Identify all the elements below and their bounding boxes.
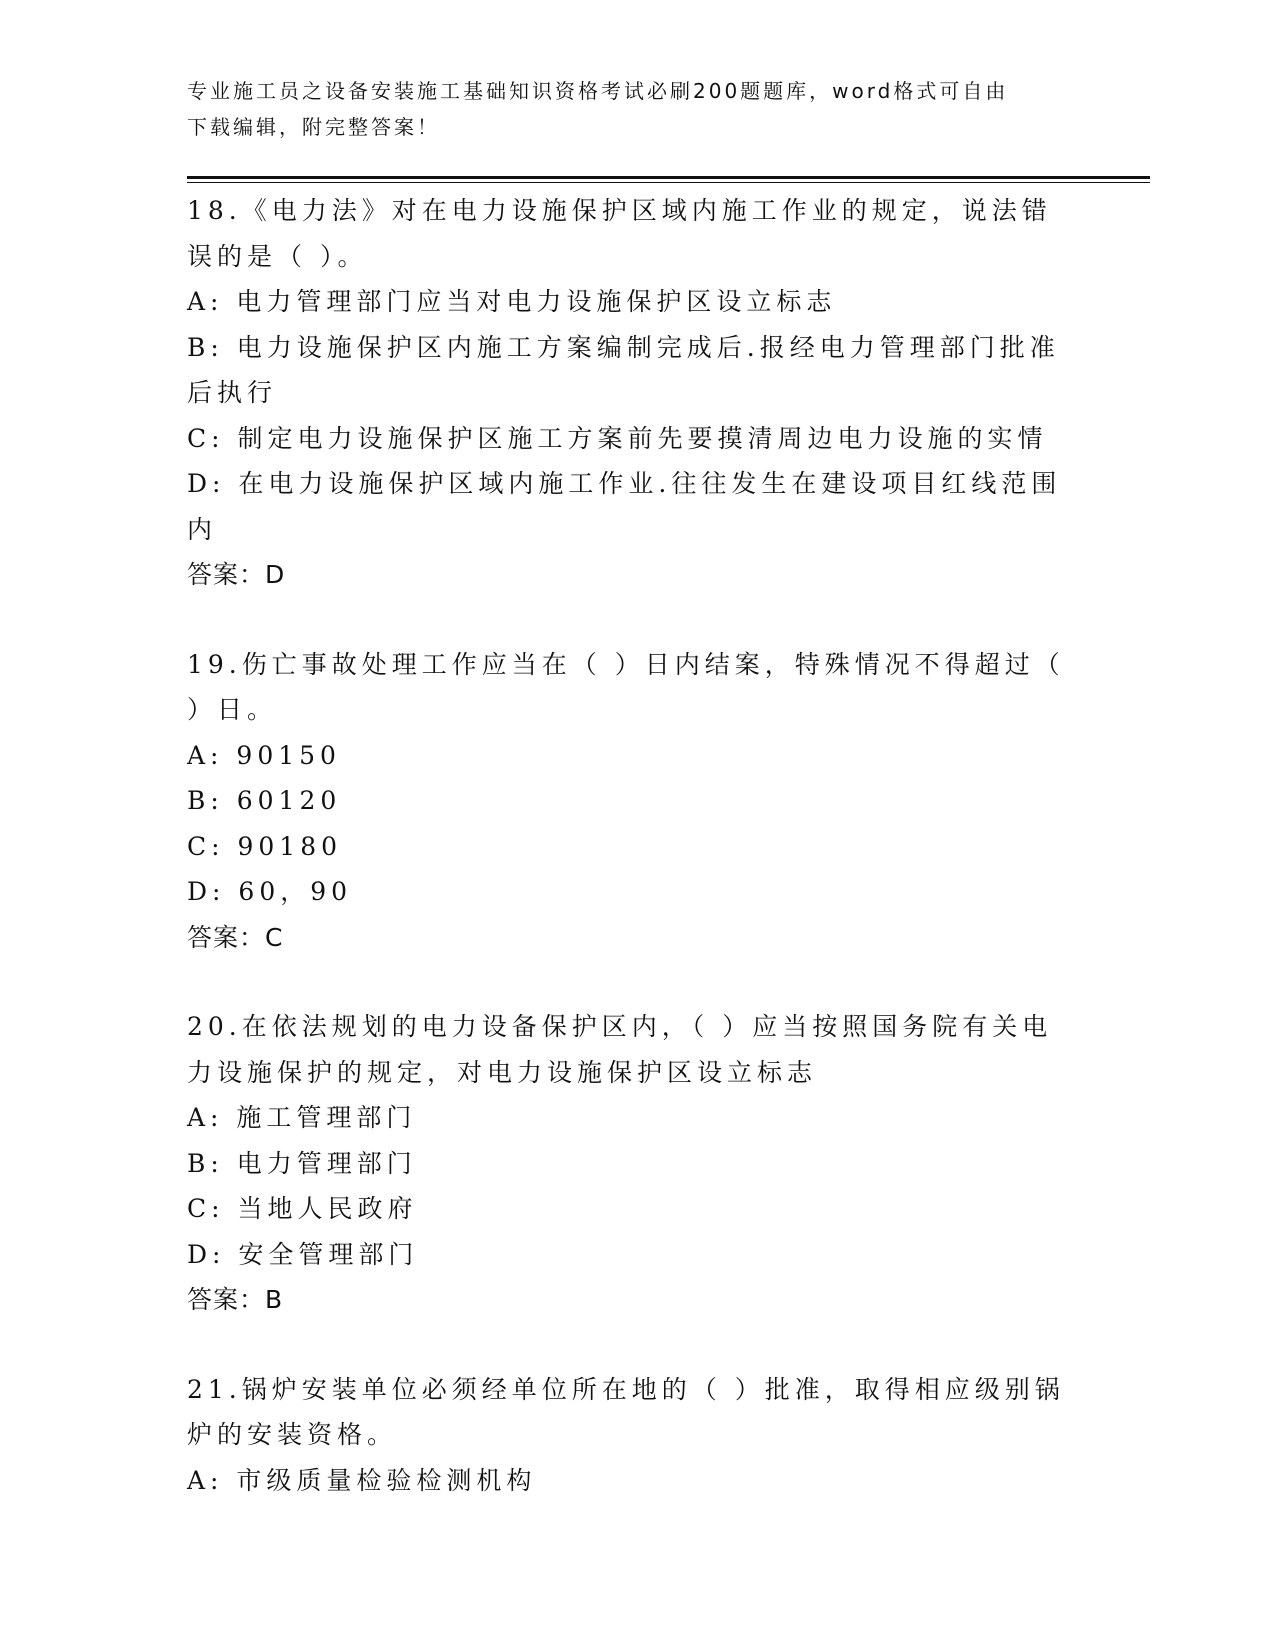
option-a: A: 市级质量检验检测机构 — [187, 1465, 537, 1495]
option-b: B: 60120 — [187, 786, 342, 815]
option-d: D: 安全管理部门 — [187, 1239, 419, 1269]
option-b: B: 电力管理部门 — [187, 1148, 417, 1178]
answer-label: 答案：D — [187, 560, 286, 589]
document-header — [187, 73, 1087, 145]
header-divider-thin — [187, 182, 1150, 183]
option-a: A: 施工管理部门 — [187, 1103, 417, 1132]
question-21 — [187, 1367, 1087, 1504]
question-stem: 19.伤亡事故处理工作应当在（ ）日内结案，特殊情况不得超过（ ）日。 — [187, 649, 1065, 724]
question-20 — [187, 1004, 1087, 1323]
question-19 — [187, 642, 1087, 961]
question-list — [187, 188, 1087, 1547]
answer-label: 答案：B — [187, 1285, 284, 1314]
option-c: C: 90180 — [187, 831, 343, 861]
option-d: D: 在电力设施保护区域内施工作业.往往发生在建设项目红线范围内 — [187, 469, 1062, 544]
option-c: C: 当地人民政府 — [187, 1194, 418, 1223]
option-c: C: 制定电力设施保护区施工方案前先要摸清周边电力设施的实情 — [187, 423, 1048, 453]
option-d: D: 60，90 — [187, 877, 353, 906]
answer-label: 答案：C — [187, 922, 284, 952]
question-18 — [187, 188, 1087, 598]
option-b: B: 电力设施保护区内施工方案编制完成后.报经电力管理部门批准后执行 — [187, 332, 1060, 407]
question-stem: 20.在依法规划的电力设备保护区内，（ ）应当按照国务院有关电力设施保护的规定，对电力设施保护区设立标志 — [187, 1012, 1053, 1087]
question-stem: 18.《电力法》对在电力设施保护区域内施工作业的规定，说法错误的是（ ）。 — [187, 196, 1052, 271]
question-stem: 21.锅炉安装单位必须经单位所在地的（ ）批准，取得相应级别锅炉的安装资格。 — [187, 1374, 1065, 1449]
header-divider-thick — [187, 176, 1150, 179]
header-line-2: 下载编辑，附完整答案！ — [187, 115, 440, 139]
header-line-1: 专业施工员之设备安装施工基础知识资格考试必刷200题题库，word格式可自由 — [187, 79, 1009, 103]
option-a: A: 90150 — [187, 740, 341, 770]
option-a: A: 电力管理部门应当对电力设施保护区设立标志 — [187, 287, 837, 316]
